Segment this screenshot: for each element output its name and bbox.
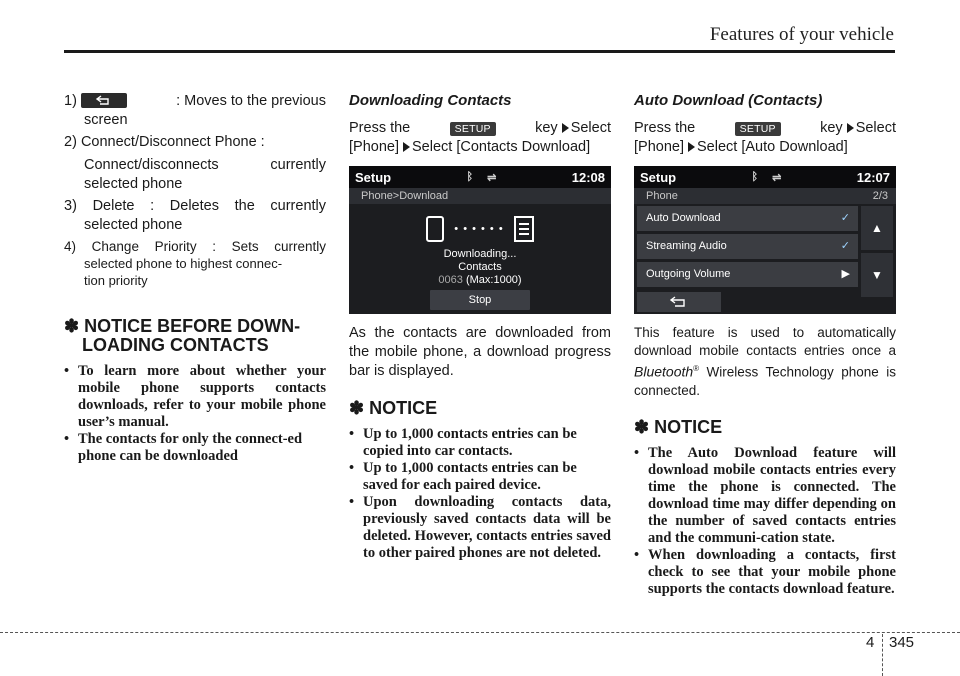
- list-item-4: [64, 238, 326, 289]
- stop-button[interactable]: [430, 290, 530, 310]
- item-4-text: Change Priority : Sets currently: [91, 239, 326, 254]
- list-item-2: [64, 133, 326, 194]
- notice-before-downloading-title: [64, 317, 326, 355]
- screen-title: Setup: [355, 169, 392, 185]
- notice-star-icon: ✽: [634, 416, 650, 437]
- description-part-b: Wireless Technology phone is connected.: [634, 364, 896, 398]
- bullet-item: • When downloading a contacts, first check to see that your mobile phone supports the contacts download feature.: [634, 547, 896, 598]
- item-1-number: 1): [64, 92, 127, 111]
- stop-label: Stop: [468, 294, 492, 306]
- download-count: 0063: [438, 274, 463, 286]
- select-text: Select: [855, 120, 896, 136]
- notice-star-icon: ✽: [349, 398, 365, 418]
- select-contacts-download: Select [Contacts Download]: [412, 139, 591, 155]
- notice-bullets-col2: [349, 426, 611, 562]
- checkmark-icon: ✓: [840, 212, 850, 224]
- bullet-item: • Up to 1,000 contacts entries can be saved for each paired device.: [349, 460, 611, 494]
- phone-text: [Phone]: [349, 139, 399, 155]
- phone-icon: [426, 216, 444, 242]
- screen-clock: 12:08: [571, 169, 605, 185]
- arrow-down-icon: ▼: [871, 268, 883, 282]
- menu-row-label: Streaming Audio: [646, 240, 727, 252]
- instruction-line: [634, 119, 896, 157]
- item-1-cont: screen: [84, 112, 128, 128]
- bullet-item: • The Auto Download feature will download mobile contacts entries every time the phone is connected. The download time may differ depending on the number of saved contacts entries and the communi-cation state.: [634, 445, 896, 547]
- item-3-text: Delete : Deletes the currently: [92, 198, 327, 214]
- item-4-number: 4): [64, 239, 77, 254]
- screen-page-indicator: 2/3: [872, 190, 888, 202]
- scroll-down-button[interactable]: [861, 253, 893, 297]
- arrow-right-icon: [562, 123, 569, 133]
- download-status-contacts: Contacts: [458, 261, 502, 273]
- page-number: 345: [889, 634, 915, 651]
- chapter-number: 4: [866, 634, 875, 651]
- arrow-right-icon: [403, 142, 410, 152]
- arrow-up-icon: ▲: [871, 221, 883, 235]
- checkmark-icon: ✓: [840, 240, 850, 252]
- download-max: (Max:1000): [465, 274, 522, 286]
- screen-path: Phone: [646, 190, 678, 202]
- registered-mark: ®: [693, 364, 700, 373]
- column-1: [64, 92, 326, 465]
- phone-text: [Phone]: [634, 139, 684, 155]
- auto-download-screen-image: [634, 166, 896, 314]
- screen-title: Setup: [640, 169, 677, 185]
- bullet-item: • To learn more about whether your mobile phone supports contacts downloads, refer to your mobile phone user’s manual.: [64, 363, 326, 431]
- key-text: key: [535, 120, 558, 136]
- back-arrow-icon: [670, 296, 688, 308]
- setup-key-badge: SETUP: [735, 122, 781, 136]
- setup-key-badge: SETUP: [450, 122, 496, 136]
- screen-path: Phone>Download: [361, 190, 449, 202]
- arrow-right-icon: [688, 142, 695, 152]
- back-key-icon: [81, 93, 127, 108]
- arrow-right-icon: [847, 123, 854, 133]
- item-2-cont: selected phone: [84, 176, 183, 192]
- usb-icon: ⇌: [772, 171, 782, 184]
- notice-bullets-col3: [634, 445, 896, 598]
- menu-row-label: Outgoing Volume: [646, 268, 731, 280]
- list-item-3: [64, 197, 326, 235]
- bullet-item: • The contacts for only the connect-ed phone can be downloaded: [64, 431, 326, 465]
- arrow-right-icon: ▶: [841, 268, 850, 280]
- menu-row-streaming-audio[interactable]: [637, 234, 858, 259]
- header-rule: [64, 50, 895, 53]
- notice-bullets-col1: [64, 363, 326, 465]
- menu-row-label: Auto Download: [646, 212, 721, 224]
- bluetooth-term: Bluetooth: [634, 363, 694, 380]
- press-text: Press the: [349, 120, 411, 136]
- column-2: [349, 92, 611, 562]
- instruction-line: [349, 119, 611, 157]
- bullet-item: • Upon downloading contacts data, previously saved contacts data will be deleted. However, contacts entries saved to other paired phones are not deleted.: [349, 494, 611, 562]
- bluetooth-icon: ᛒ: [466, 170, 474, 183]
- description-part-a: This feature is used to automatically download mobile contacts entries once a: [634, 325, 896, 358]
- screen-clock: 12:07: [856, 169, 890, 185]
- auto-download-description: [634, 324, 896, 400]
- select-text: Select: [570, 120, 611, 136]
- item-4-cont2: tion priority: [84, 273, 148, 288]
- press-text: Press the: [634, 120, 696, 136]
- notice-title-line2: LOADING CONTACTS: [82, 335, 269, 355]
- list-item-1: [64, 92, 326, 130]
- item-3-number: 3): [64, 198, 77, 214]
- item-4-cont: selected phone to highest connec-: [84, 256, 283, 271]
- select-auto-download: Select [Auto Download]: [697, 139, 848, 155]
- item-1-text: : Moves to the previous: [176, 93, 326, 109]
- notice-title-line1: NOTICE BEFORE DOWN-: [84, 316, 301, 336]
- notice-title-col2: [349, 399, 611, 418]
- item-2-cont-head: Connect/disconnects currently: [84, 157, 326, 173]
- key-text: key: [820, 120, 843, 136]
- menu-row-auto-download[interactable]: [637, 206, 858, 231]
- column-3: [634, 92, 896, 598]
- footer-separator: [882, 634, 883, 676]
- notice-title-text: NOTICE: [369, 398, 438, 418]
- menu-row-outgoing-volume[interactable]: [637, 262, 858, 287]
- page-header-title: Features of your vehicle: [709, 24, 894, 45]
- item-2-number: 2): [64, 134, 77, 150]
- progress-dots: • • • • • •: [454, 223, 504, 235]
- section-title-auto-download: Auto Download (Contacts): [634, 92, 823, 109]
- item-3-cont: selected phone: [84, 217, 183, 233]
- download-screen-image: [349, 166, 611, 314]
- section-title-downloading-contacts: Downloading Contacts: [349, 92, 512, 109]
- download-description: As the contacts are downloaded from the mobile phone, a download progress bar is displayed.: [349, 325, 611, 379]
- scroll-up-button[interactable]: [861, 206, 893, 250]
- item-2-text: Connect/Disconnect Phone :: [80, 134, 265, 150]
- bullet-item: • Up to 1,000 contacts entries can be copied into car contacts.: [349, 426, 611, 460]
- footer-rule: [0, 632, 960, 633]
- contacts-list-icon: [514, 216, 534, 242]
- back-button[interactable]: [637, 292, 721, 312]
- notice-title-text: NOTICE: [654, 416, 723, 437]
- notice-title-col3: [634, 418, 896, 437]
- download-status: Downloading...: [443, 248, 517, 260]
- usb-icon: ⇌: [487, 171, 497, 184]
- bluetooth-icon: ᛒ: [751, 170, 759, 183]
- notice-star-icon: ✽: [64, 316, 80, 336]
